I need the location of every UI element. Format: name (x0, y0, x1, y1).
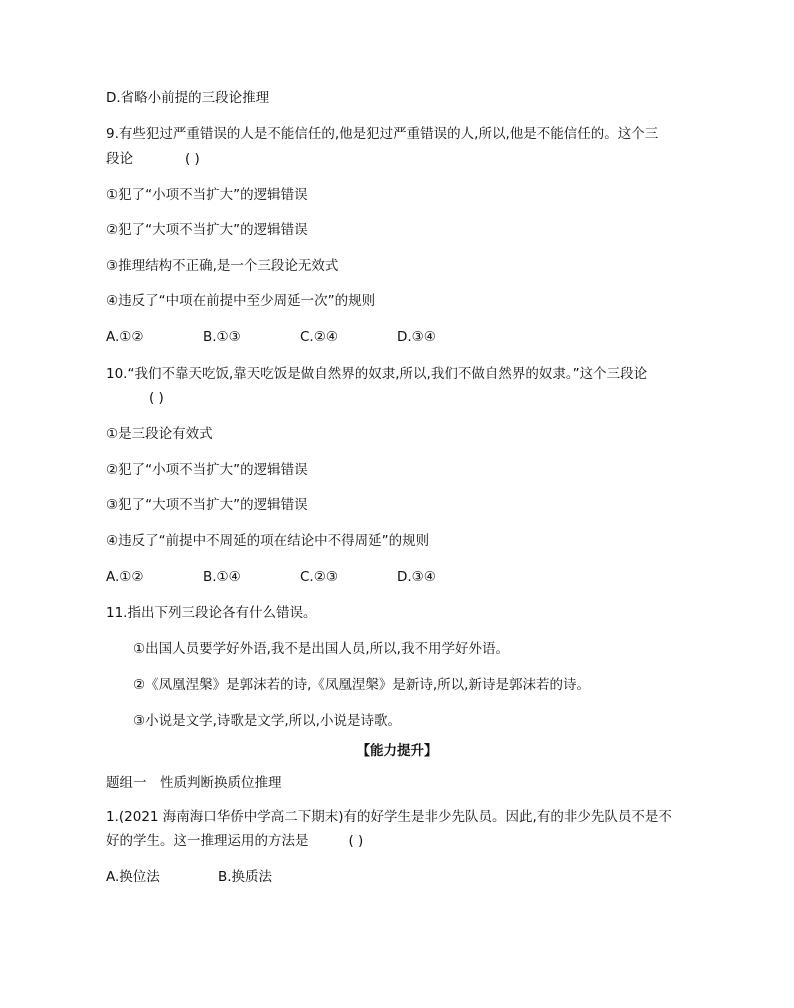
practice-1-stem-cont (106, 832, 363, 850)
question-9-statement-3: ③推理结构不正确,是一个三段论无效式 (106, 258, 339, 274)
question-9-stem: 9.有些犯过严重错误的人是不能信任的,他是犯过严重错误的人,所以,他是不能信任的。这个三 (106, 126, 659, 142)
choice-a[interactable]: A.①② (106, 569, 144, 585)
choice-a[interactable]: A.换位法 (106, 869, 160, 885)
answer-paren: ( ) (149, 390, 164, 406)
question-9-stem-tail: 段论 (106, 151, 133, 167)
practice-1-stem-tail: 好的学生。这一推理运用的方法是 (106, 833, 309, 849)
choice-b[interactable]: B.①④ (203, 569, 241, 585)
practice-1-choices (106, 868, 315, 886)
question-9-statement-2: ②犯了“大项不当扩大”的逻辑错误 (106, 222, 308, 238)
question-9-statement-4: ④违反了“中项在前提中至少周延一次”的规则 (106, 293, 376, 309)
question-10-statement-3: ③犯了“大项不当扩大”的逻辑错误 (106, 497, 308, 513)
question-11-stem: 11.指出下列三段论各有什么错误。 (106, 605, 317, 621)
choice-d[interactable]: D.③④ (397, 569, 436, 585)
question-9-choices (106, 328, 494, 346)
choice-b[interactable]: B.换质法 (218, 869, 273, 885)
choice-b[interactable]: B.①③ (203, 329, 241, 345)
option-d-previous: D.省略小前提的三段论推理 (106, 90, 270, 106)
choice-c[interactable]: C.②③ (300, 569, 338, 585)
question-9-statement-1: ①犯了“小项不当扩大”的逻辑错误 (106, 187, 308, 203)
question-10-statement-4: ④违反了“前提中不周延的项在结论中不得周延”的规则 (106, 533, 430, 549)
question-10-statement-1: ①是三段论有效式 (106, 426, 213, 442)
question-11-item-1: ①出国人员要学好外语,我不是出国人员,所以,我不用学好外语。 (133, 641, 509, 657)
question-10-stem: 10.“我们不靠天吃饭,靠天吃饭是做自然界的奴隶,所以,我们不做自然界的奴隶。”这个三段论 (106, 366, 648, 382)
question-11-item-2: ②《凤凰涅槃》是郭沫若的诗,《凤凰涅槃》是新诗,所以,新诗是郭沫若的诗。 (133, 677, 590, 693)
question-11-item-3: ③小说是文学,诗歌是文学,所以,小说是诗歌。 (133, 713, 401, 729)
question-9-stem-cont (106, 150, 200, 168)
choice-c[interactable]: C.②④ (300, 329, 338, 345)
question-10-statement-2: ②犯了“小项不当扩大”的逻辑错误 (106, 462, 308, 478)
practice-1-stem: 1.(2021 海南海口华侨中学高二下期末)有的好学生是非少先队员。因此,有的非少先队员不是不 (106, 809, 672, 825)
choice-d[interactable]: D.③④ (397, 329, 436, 345)
section-heading: 【能力提升】 (356, 743, 438, 759)
group-heading: 题组一 性质判断换质位推理 (106, 775, 282, 791)
answer-paren: ( ) (348, 833, 364, 849)
answer-paren: ( ) (185, 151, 200, 167)
question-10-choices (106, 568, 494, 586)
choice-a[interactable]: A.①② (106, 329, 144, 345)
